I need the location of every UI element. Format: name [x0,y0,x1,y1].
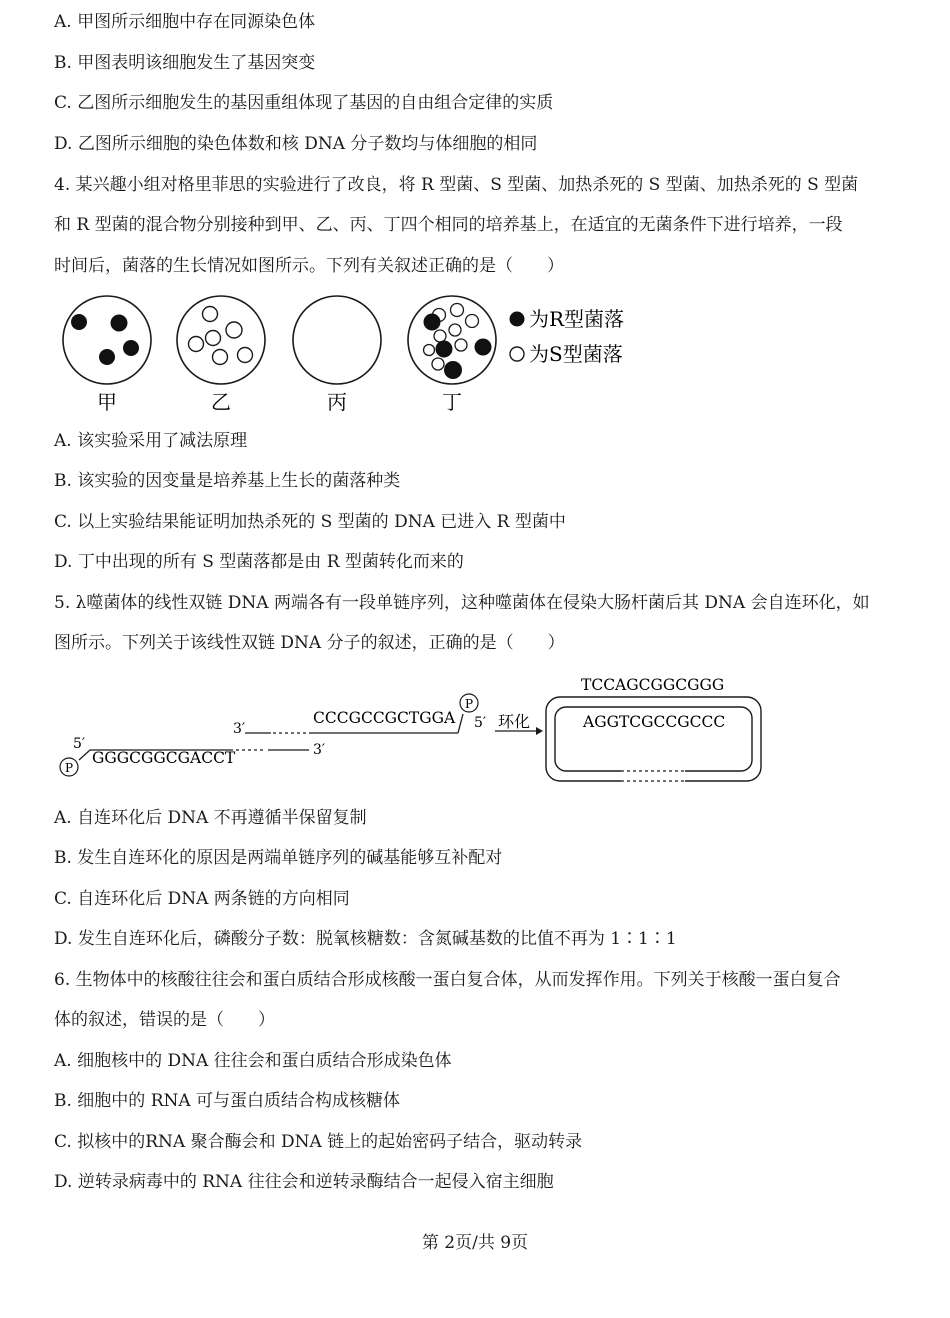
q5-option-d: D. 发生自连环化后，磷酸分子数：脱氧核糖数：含氮碱基数的比值不再为 1∶1∶1 [54,929,677,949]
q5-figure [55,670,775,785]
q5-option-b: B. 发生自连环化的原因是两端单链序列的碱基能够互补配对 [54,848,503,868]
q3-option-c: C. 乙图所示细胞发生的基因重组体现了基因的自由组合定律的实质 [54,93,554,113]
q3-option-a: A. 甲图所示细胞中存在同源染色体 [54,12,316,32]
q4-option-d: D. 丁中出现的所有 S 型菌落都是由 R 型菌转化而来的 [54,552,464,572]
q5-stem-line-1: 5. λ噬菌体的线性双链 DNA 两端各有一段单链序列，这种噬菌体在侵染大肠杆菌后其 DNA 会自连环化，如 [54,593,870,613]
q4-stem-line-1: 4. 某兴趣小组对格里菲思的实验进行了改良，将 R 型菌、S 型菌、加热杀死的 S 型菌、加热杀死的 S 型菌 [54,175,859,195]
three-prime-bottom: 3′ [313,742,326,758]
q3-option-b: B. 甲图表明该细胞发生了基因突变 [54,53,316,73]
q4-option-c: C. 以上实验结果能证明加热杀死的 S 型菌的 DNA 已进入 R 型菌中 [54,512,566,532]
q6-option-b: B. 细胞中的 RNA 可与蛋白质结合构成核糖体 [54,1091,401,1111]
phosphate-left-label: P [64,761,74,775]
q6-stem-line-1: 6. 生物体中的核酸往往会和蛋白质结合形成核酸一蛋白复合体，从而发挥作用。下列关于核酸一蛋白复合 [54,970,841,990]
five-prime-right: 5′ [474,715,487,731]
q4-option-a: A. 该实验采用了减法原理 [54,431,248,451]
left-sequence: GGGCGGCGACCT [92,749,236,767]
legend-s-marker [510,347,524,361]
dish-label-ding: 丁 [442,390,462,414]
dish-label-yi: 乙 [211,390,231,414]
q5-option-c: C. 自连环化后 DNA 两条链的方向相同 [54,889,350,909]
dish-label-bing: 丙 [327,390,347,414]
circle-outer-strand [546,697,761,781]
legend-r-label: 为R型菌落 [529,307,625,331]
q4-figure [55,292,655,417]
q6-stem-line-2: 体的叙述，错误的是（ ） [54,1010,275,1030]
three-prime-top: 3′ [233,721,246,737]
q6-option-c: C. 拟核中的RNA 聚合酶会和 DNA 链上的起始密码子结合，驱动转录 [54,1132,583,1152]
q4-stem-line-2: 和 R 型菌的混合物分别接种到甲、乙、丙、丁四个相同的培养基上，在适宜的无菌条件下进行培养，一段 [54,215,843,235]
q5-option-a: A. 自连环化后 DNA 不再遵循半保留复制 [54,808,367,828]
circularize-label: 环化 [498,712,531,731]
page-number: 第 2页/共 9页 [421,1233,529,1253]
circle-inner-sequence: AGGTCGCCGCCC [583,713,726,731]
dish-jia [63,296,151,384]
q3-option-d: D. 乙图所示细胞的染色体数和核 DNA 分子数均与体细胞的相同 [54,134,538,154]
dish-ding [408,296,496,384]
dish-bing [293,296,381,384]
right-sequence: CCCGCCGCTGGA [313,709,456,727]
q5-stem-line-2: 图所示。下列关于该线性双链 DNA 分子的叙述，正确的是（ ） [54,633,565,653]
circle-top-sequence: TCCAGCGGCGGG [581,676,725,694]
legend-s-label: 为S型菌落 [529,342,623,366]
q6-option-a: A. 细胞核中的 DNA 往往会和蛋白质结合形成染色体 [54,1051,452,1071]
five-prime-left: 5′ [73,736,86,752]
dish-yi [177,296,265,384]
dish-label-jia: 甲 [97,390,117,414]
legend-r-marker [510,312,525,327]
q4-option-b: B. 该实验的因变量是培养基上生长的菌落种类 [54,471,401,491]
phosphate-right-label: P [464,697,474,711]
q4-stem-line-3: 时间后，菌落的生长情况如图所示。下列有关叙述正确的是（ ） [54,256,564,276]
q6-option-d: D. 逆转录病毒中的 RNA 往往会和逆转录酶结合一起侵入宿主细胞 [54,1172,554,1192]
